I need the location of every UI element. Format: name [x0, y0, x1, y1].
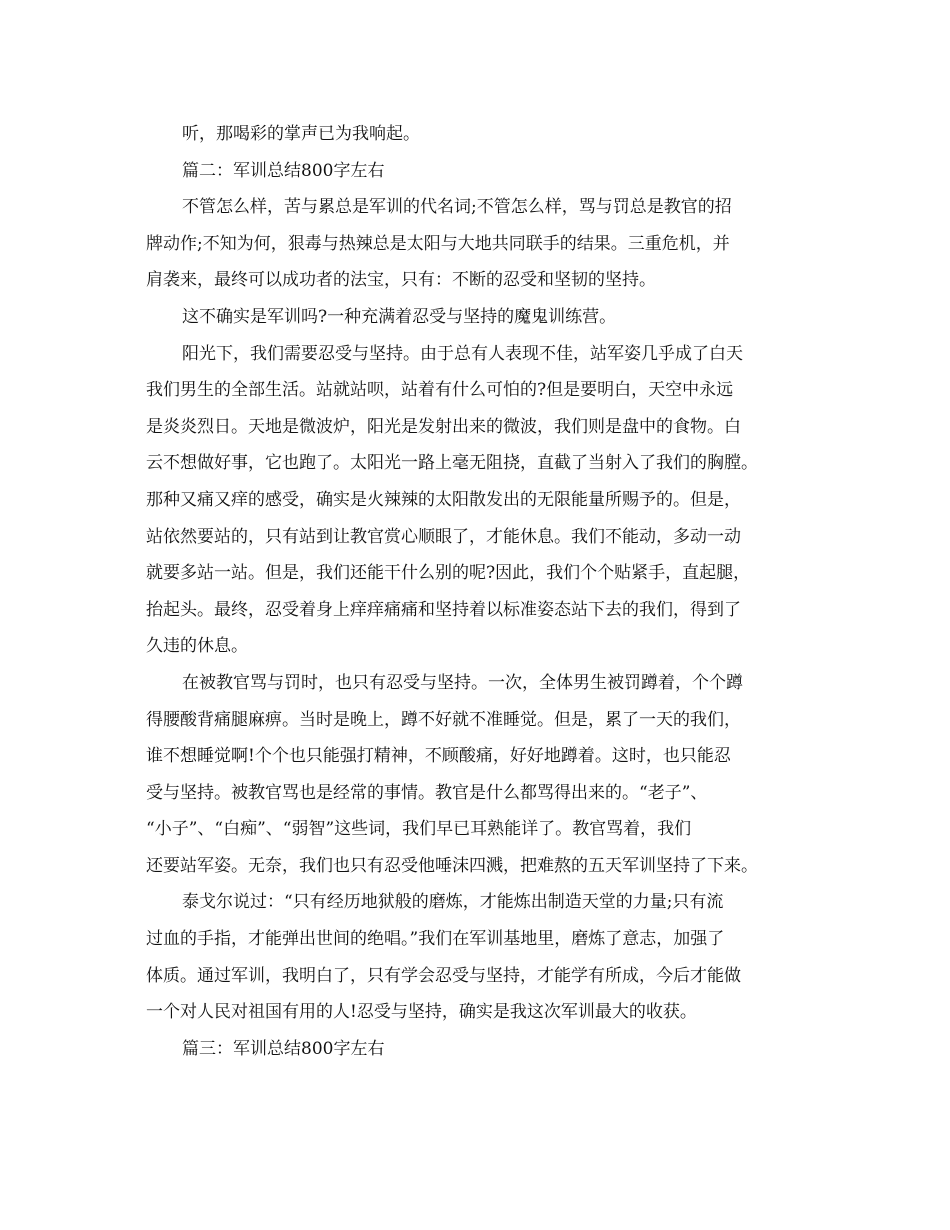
text-line: 牌动作;不知为何，狠毒与热辣总是太阳与大地共同联手的结果。三重危机，并 — [146, 233, 730, 254]
text-line: 泰戈尔说过：“只有经历地狱般的磨炼，才能炼出制造天堂的力量;只有流 — [182, 892, 724, 913]
text-line: 站依然要站的，只有站到让教官赏心顺眼了，才能休息。我们不能动，多动一动 — [146, 526, 741, 547]
text-line: 是炎炎烈日。天地是微波炉，阳光是发射出来的微波，我们则是盘中的食物。白 — [146, 416, 741, 437]
document-body — [146, 116, 816, 1067]
text-line: 那种又痛又痒的感受，确实是火辣辣的太阳散发出的无限能量所赐予的。但是， — [146, 489, 741, 510]
text-line: 受与坚持。被教官骂也是经常的事情。教官是什么都骂得出来的。“老子”、 — [146, 782, 708, 803]
text-line: “小子”、“白痴”、“弱智”这些词，我们早已耳熟能详了。教官骂着，我们 — [146, 819, 692, 840]
text-line: 抬起头。最终，忍受着身上痒痒痛痛和坚持着以标准姿态站下去的我们，得到了 — [146, 599, 741, 620]
text-line: 就要多站一站。但是，我们还能干什么别的呢?因此，我们个个贴紧手，直起腿， — [146, 563, 751, 584]
text-line: 体质。通过军训，我明白了，只有学会忍受与坚持，才能学有所成，今后才能做 — [146, 965, 741, 986]
text-line: 得腰酸背痛腿麻痹。当时是晚上，蹲不好就不准睡觉。但是，累了一天的我们， — [146, 709, 741, 730]
text-line: 一个对人民对祖国有用的人!忍受与坚持，确实是我这次军训最大的收获。 — [146, 1002, 697, 1023]
text-line: 还要站军姿。无奈，我们也只有忍受他唾沫四溅，把难熬的五天军训坚持了下来。 — [146, 855, 758, 876]
text-line: 篇三：军训总结800字左右 — [182, 1038, 385, 1059]
text-line: 在被教官骂与罚时，也只有忍受与坚持。一次，全体男生被罚蹲着，个个蹲 — [182, 672, 743, 693]
text-line: 久违的休息。 — [146, 636, 248, 657]
text-line: 听，那喝彩的掌声已为我响起。 — [182, 124, 420, 144]
text-line: 云不想做好事，它也跑了。太阳光一路上毫无阻挠，直截了当射入了我们的胸膛。 — [146, 453, 758, 474]
text-line: 过血的手指，才能弹出世间的绝唱。”我们在军训基地里，磨炼了意志，加强了 — [146, 929, 725, 950]
text-line: 谁不想睡觉啊!个个也只能强打精神，不顾酸痛，好好地蹲着。这时，也只能忍 — [146, 746, 731, 767]
text-line: 阳光下，我们需要忍受与坚持。由于总有人表现不佳，站军姿几乎成了白天 — [182, 343, 743, 364]
text-line: 篇二：军训总结800字左右 — [182, 160, 385, 181]
text-line: 不管怎么样，苦与累总是军训的代名词;不管怎么样，骂与罚总是教官的招 — [182, 197, 732, 218]
text-line: 这不确实是军训吗?一种充满着忍受与坚持的魔鬼训练营。 — [182, 306, 617, 327]
text-line: 肩袭来，最终可以成功者的法宝，只有：不断的忍受和坚韧的坚持。 — [146, 270, 656, 291]
text-line: 我们男生的全部生活。站就站呗，站着有什么可怕的?但是要明白，天空中永远 — [146, 380, 734, 401]
